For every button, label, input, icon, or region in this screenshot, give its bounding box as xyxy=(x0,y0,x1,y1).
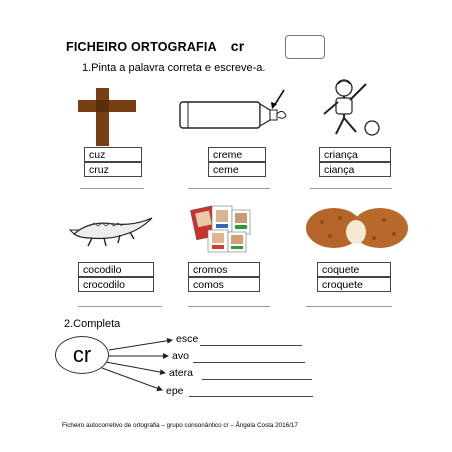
option-ceme[interactable]: ceme xyxy=(208,162,266,177)
option-comos[interactable]: comos xyxy=(188,277,260,292)
fill-line[interactable] xyxy=(189,396,313,397)
option-crocodilo[interactable]: crocodilo xyxy=(78,277,154,292)
option-croquete[interactable]: croquete xyxy=(317,277,391,292)
option-creme[interactable]: creme xyxy=(208,147,266,162)
fill-word-epe: epe xyxy=(166,385,184,397)
title-group: cr xyxy=(230,38,245,54)
fill-line[interactable] xyxy=(193,362,305,363)
option-cruz[interactable]: cruz xyxy=(84,162,142,177)
fill-line[interactable] xyxy=(200,345,302,346)
option-cromos[interactable]: cromos xyxy=(188,262,260,277)
title-text: FICHEIRO ORTOGRAFIA xyxy=(66,40,217,54)
fill-word-avo: avo xyxy=(172,350,189,362)
section-2-heading: 2.Completa xyxy=(64,318,121,330)
fill-word-atera: atera xyxy=(169,367,193,379)
fill-word-esce: esce xyxy=(176,333,199,345)
option-crianca[interactable]: criança xyxy=(319,147,391,162)
option-cianca[interactable]: ciança xyxy=(319,162,391,177)
option-coquete[interactable]: coquete xyxy=(317,262,391,277)
instruction-1: 1.Pinta a palavra correta e escreve-a. xyxy=(82,62,266,74)
fill-line[interactable] xyxy=(202,379,312,380)
option-cocodilo[interactable]: cocodilo xyxy=(78,262,154,277)
footer: Ficheiro autocorretivo de ortografia – grupo consonântico cr – Ângela Costa 2016/17 xyxy=(62,422,298,429)
group-circle-label: cr xyxy=(72,342,92,367)
option-cuz[interactable]: cuz xyxy=(84,147,142,162)
